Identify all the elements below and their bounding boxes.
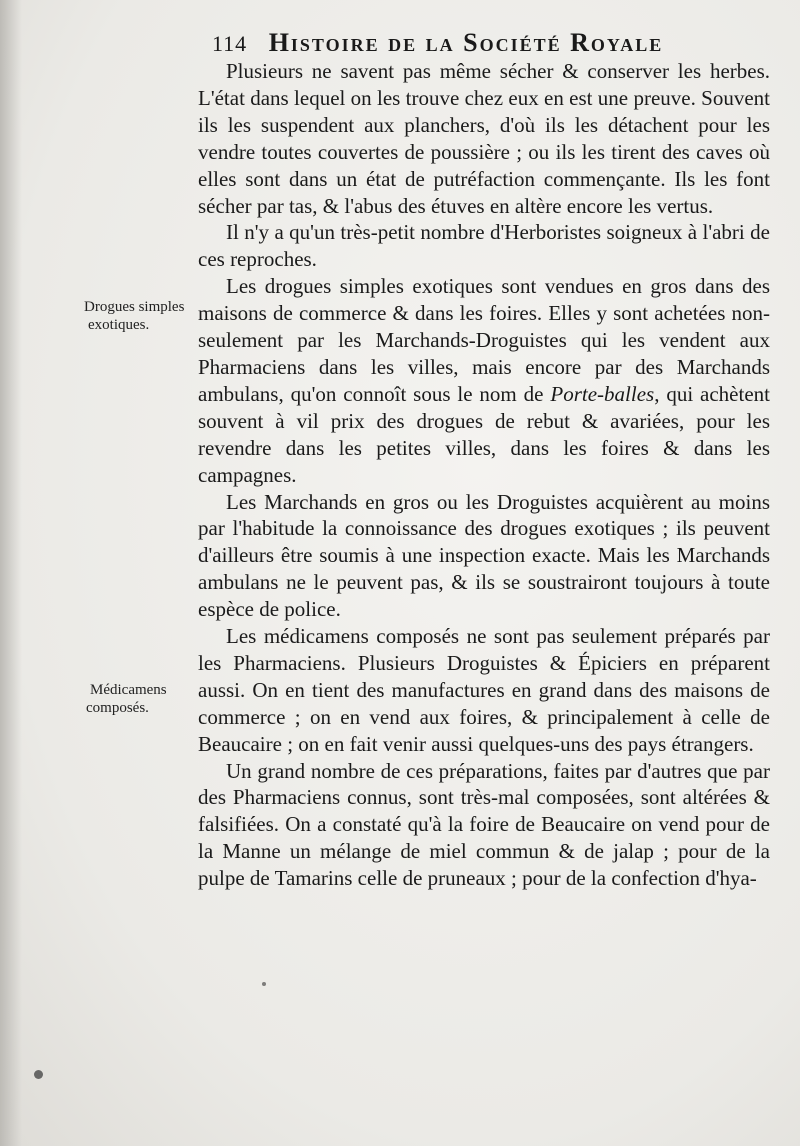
paragraph: Il n'y a qu'un très-petit nombre d'Herboristes soigneux à l'abri de ces reproches. [198,220,770,272]
margin-note-line: composés. [86,700,149,716]
page-number: 114 [212,31,248,56]
paragraph: Les médicamens composés ne sont pas seulement préparés par les Pharmaciens. Plusieurs Droguistes & Épiciers en préparent aussi. On en tient des manufactures en grand dans des maisons de commerce ; on en vend aux foires, & principalement à celle de Beaucaire ; on en fait venir aussi quelques-uns des pays étrangers. [198,624,770,756]
running-title: Histoire de la Société Royale [268,28,664,57]
margin-note-line: Drogues simples [84,299,185,315]
ink-spot [262,982,266,986]
ink-spot [34,1070,43,1079]
paragraph-text: Les drogues simples exotiques sont vendues en gros dans des maisons de commerce & dans les foires. Elles y sont achetées non-seulement par les Marchands-Droguistes qui les vendent aux Pharmaciens dans les villes, mais encore par des Marchands ambulans, qu'on connoît sous le nom de [198,274,770,406]
paragraph: Plusieurs ne savent pas même sécher & conserver les herbes. L'état dans lequel on les trouve chez eux en est une preuve. Souvent ils les suspendent aux planchers, d'où ils les détachent pour les vendre toutes couvertes de poussière ; ou ils les tirent des caves où elles sont dans un état de putréfaction commençante. Ils les font sécher par tas, & l'abus des étuves en altère encore les vertus. [198,59,770,218]
italic-term: Porte-balles [550,381,655,406]
gutter-shadow [0,0,22,1146]
paragraph: Un grand nombre de ces préparations, faites par d'autres que par des Pharmaciens connus, sont très-mal composées, sont altérées & falsifiées. On a constaté qu'à la foire de Beaucaire on vend pour de la Manne un mélange de miel commun & de jalap ; pour de la pulpe de Tamarins celle de pruneaux ; pour de la confection d'hya- [198,758,770,891]
margin-note-medicamens [86,681,167,717]
margin-note-drogues [84,298,184,334]
paragraph [198,273,770,488]
paragraph: Les Marchands en gros ou les Droguistes acquièrent au moins par l'habitude la connoissance des drogues exotiques ; ils peuvent d'ailleurs être soumis à une inspection exacte. Mais les Marchands ambulans ne le peuvent pas, & ils se soustrairont toujours à toute espèce de police. [198,489,770,622]
margin-note-line: exotiques. [88,317,150,333]
margin-note-line: Médicamens [90,682,167,698]
body-text [198,58,770,892]
paragraph-text: , qui achètent souvent à vil prix des drogues de rebut & avariées, pour les revendre dans les petites villes, dans les foires & dans les campagnes. [198,381,770,487]
